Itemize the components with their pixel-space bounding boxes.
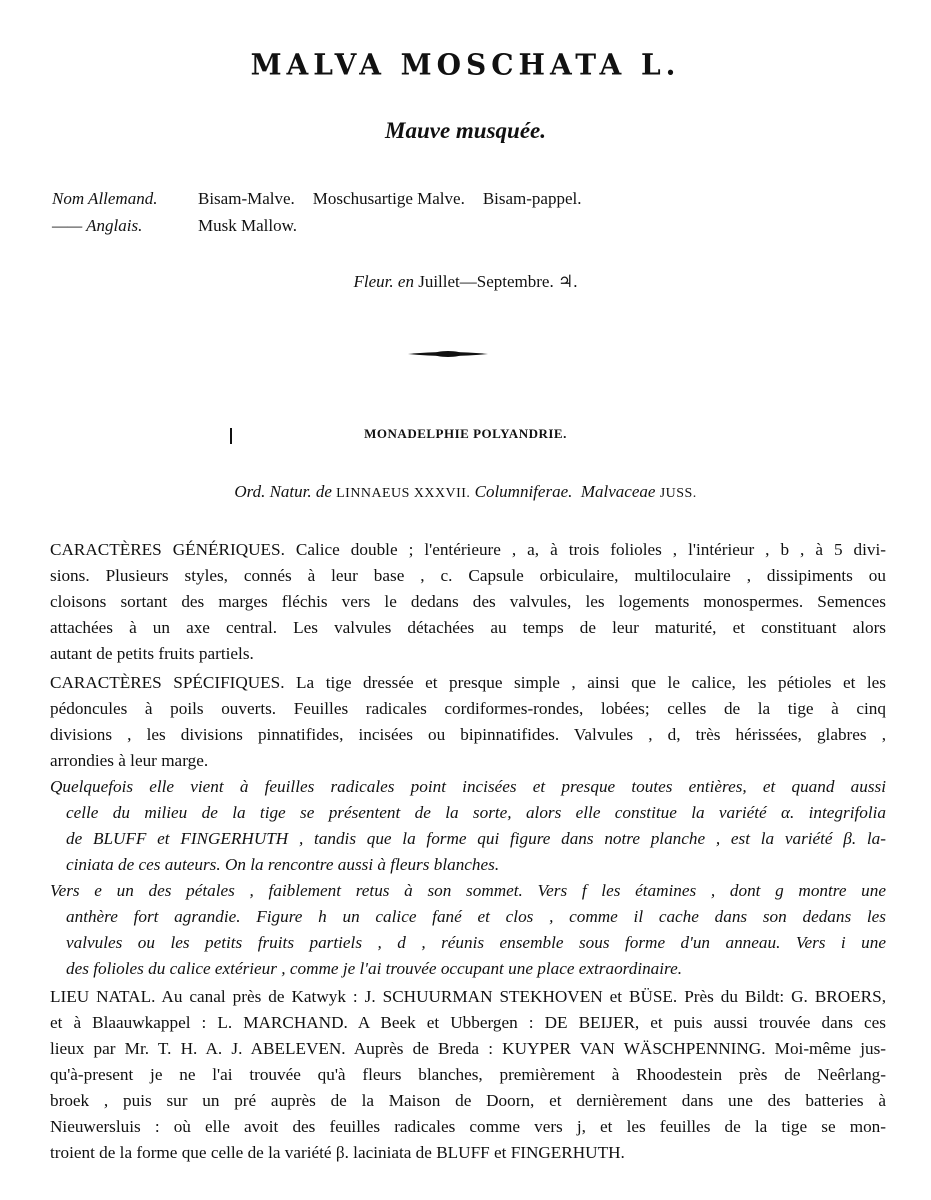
- body-line: Quelquefois elle vient à feuilles radicales point incisées et presque toutes entières, et quand aussi: [50, 777, 886, 796]
- german-name-3: Bisam-pappel.: [482, 189, 582, 208]
- body-line: troient de la forme que celle de la variété β. laciniata de BLUFF et FINGERHUTH.: [50, 1143, 625, 1162]
- page-subtitle: Mauve musquée.: [385, 118, 546, 143]
- body-line: celle du milieu de la tige se présentent de la sorte, alors elle constitue la variété α. integrifolia: [66, 803, 886, 822]
- body-line: broek , puis sur un pré auprès de la Maison de Doorn, et dernièrement dans une des batteries à: [50, 1091, 886, 1110]
- body-line: et à Blaauwkappel : L. MARCHAND. A Beek et Ubbergen : DE BEIJER, et puis aussi trouvée dans ces: [50, 1013, 886, 1032]
- body-line: divisions , les divisions pinnatifides, incisées ou bipinnatifides. Valvules , d, très hérissées, glabres ,: [50, 725, 886, 744]
- body-line: lieux par Mr. T. H. A. J. ABELEVEN. Auprès de Breda : KUYPER VAN WÄSCHPENNING. Moi-même jus-: [50, 1039, 886, 1058]
- flowering-line: [0, 272, 931, 292]
- ord-author-2: JUSS.: [659, 486, 697, 501]
- german-name-1: Bisam-Malve.: [198, 189, 295, 208]
- body-line: CARACTÈRES SPÉCIFIQUES. La tige dressée et presque simple , ainsi que le calice, les pétioles et les: [50, 673, 886, 692]
- flowering-value: Juillet—Septembre. ♃.: [418, 272, 578, 291]
- ord-author: LINNAEUS XXXVII.: [336, 486, 471, 501]
- german-names-row: [52, 189, 582, 209]
- flowering-label: Fleur. en: [353, 272, 414, 291]
- body-line: cloisons sortant des marges fléchis vers le dedans des valvules, les logements monospermes. Semences: [50, 592, 886, 611]
- body-line: qu'à-present je ne l'ai trouvée qu'à fleurs blanches, premièrement à Rhoodestein près de Neêrlang-: [50, 1065, 886, 1084]
- body-line: Nieuwersluis : où elle avoit des feuilles radicales comme vers j, et les feuilles de la tige se mon-: [50, 1117, 886, 1136]
- english-name: Musk Mallow.: [198, 216, 298, 235]
- english-label: —— Anglais.: [52, 216, 143, 235]
- german-name-2: Moschusartige Malve.: [312, 189, 465, 208]
- ornament-divider: [408, 347, 488, 361]
- page-title: MALVA MOSCHATA L.: [250, 47, 681, 82]
- english-names-row: [52, 216, 297, 236]
- body-line: autant de petits fruits partiels.: [50, 644, 254, 663]
- body-line: de BLUFF et FINGERHUTH , tandis que la forme qui figure dans notre planche , est la variété β. la-: [66, 829, 886, 848]
- body-line: LIEU NATAL. Au canal près de Katwyk : J. SCHUURMAN STEKHOVEN et BÜSE. Près du Bildt: G. BROERS,: [50, 987, 886, 1006]
- body-line: pédoncules à poils ouverts. Feuilles radicales cordiformes-rondes, lobées; celles de la tige à cinq: [50, 699, 886, 718]
- natural-order-line: [0, 482, 931, 502]
- body-line: ciniata de ces auteurs. On la rencontre aussi à fleurs blanches.: [66, 855, 500, 874]
- body-line: arrondies à leur marge.: [50, 751, 209, 770]
- body-line: sions. Plusieurs styles, connés à leur base , c. Capsule orbiculaire, multiloculaire , dissipiments ou: [50, 566, 886, 585]
- body-line: anthère fort agrandie. Figure h un calice fané et clos , comme il cache dans son dedans les: [66, 907, 886, 926]
- body-line: valvules ou les petits fruits partiels , d , réunis ensemble sous forme d'un anneau. Vers i une: [66, 933, 886, 952]
- body-line: attachées à un axe central. Les valvules détachées au temps de leur maturité, et constituant alors: [50, 618, 886, 637]
- body-line: des folioles du calice extérieur , comme je l'ai trouvée occupant une place extraordinaire.: [66, 959, 683, 978]
- ord-family-2: Malvaceae: [580, 482, 656, 501]
- body-line: CARACTÈRES GÉNÉRIQUES. Calice double ; l'entérieure , a, à trois folioles , l'intérieur , b , à 5 divi-: [50, 540, 886, 559]
- classification-heading: MONADELPHIE POLYANDRIE.: [364, 426, 567, 441]
- ord-label: Ord. Natur. de: [234, 482, 332, 501]
- ord-family: Columniferae.: [474, 482, 573, 501]
- body-line: Vers e un des pétales , faiblement retus à son sommet. Vers f les étamines , dont g montre une: [50, 881, 886, 900]
- german-label: Nom Allemand.: [52, 189, 158, 208]
